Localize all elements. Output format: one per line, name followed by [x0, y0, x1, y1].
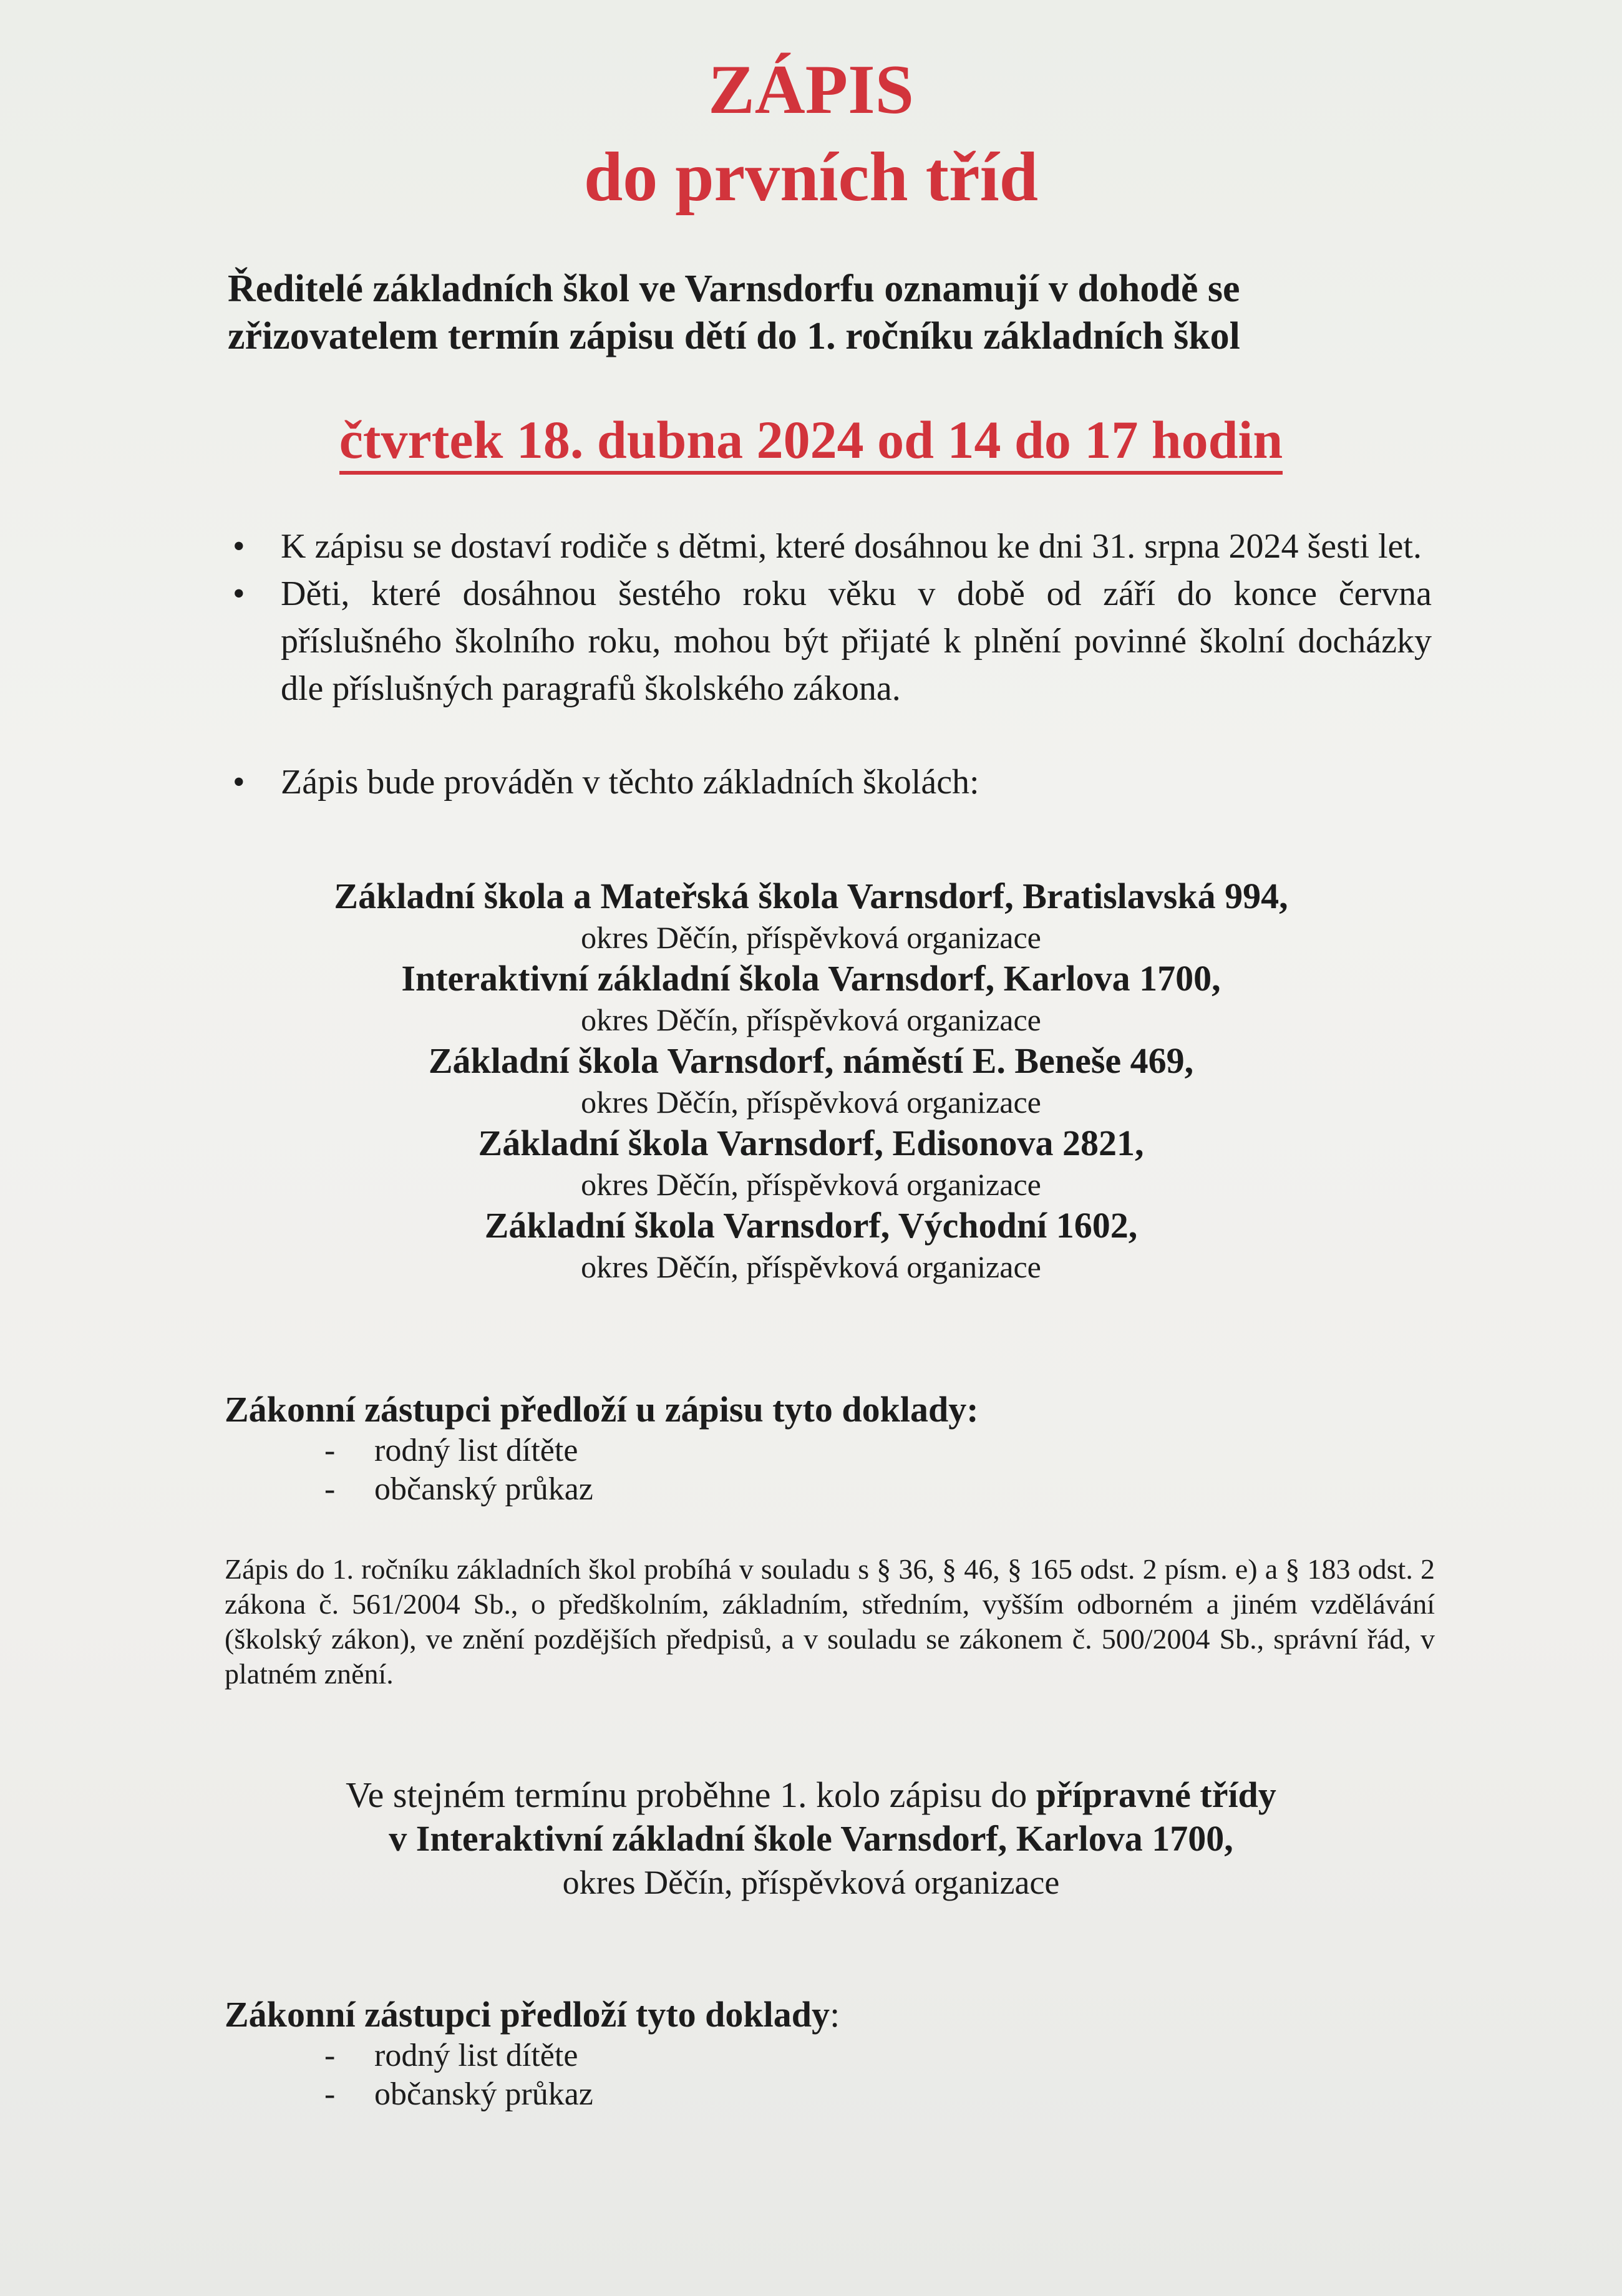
- prep-line-3: okres Děčín, příspěvková organizace: [562, 1864, 1060, 1901]
- school-district: okres Děčín, příspěvková organizace: [581, 920, 1041, 955]
- documents-list: [324, 1431, 593, 1509]
- document-label: občanský průkaz: [374, 2076, 593, 2112]
- documents-heading-2-text: Zákonní zástupci předloží tyto doklady: [225, 1994, 830, 2035]
- document-item: [324, 2037, 593, 2075]
- school-district: okres Děčín, příspěvková organizace: [581, 1002, 1041, 1037]
- bullet-text: K zápisu se dostaví rodiče s dětmi, které dosáhnou ke dni 31. srpna 2024 šesti let.: [281, 527, 1422, 566]
- school-name: Základní škola Varnsdorf, Edisonova 2821,: [478, 1123, 1144, 1163]
- prep-line-1-text: Ve stejném termínu proběhne 1. kolo zápisu do: [346, 1775, 1036, 1815]
- document-item: [324, 1431, 593, 1470]
- document-label: rodný list dítěte: [374, 1433, 578, 1468]
- date-banner: [0, 410, 1622, 475]
- bullet-icon: •: [233, 574, 245, 613]
- title-main: ZÁPIS: [708, 51, 914, 128]
- school-entry: [0, 1123, 1622, 1205]
- documents-list-2: [324, 2037, 593, 2114]
- dash-icon: -: [324, 1471, 336, 1507]
- dash-icon: -: [324, 2038, 336, 2073]
- school-entry: [0, 876, 1622, 958]
- title-subtitle: do prvních tříd: [583, 138, 1039, 216]
- bullet-icon: •: [233, 763, 245, 802]
- prep-line-1-bold: přípravné třídy: [1036, 1775, 1276, 1815]
- school-district: okres Děčín, příspěvková organizace: [581, 1249, 1041, 1284]
- school-entry: [0, 1205, 1622, 1287]
- bullet-text: Děti, které dosáhnou šestého roku věku v době od září do konce června příslušného školního roku, mohou být přijaté k plnění povinné školní docházky dle příslušných paragrafů školského zákona.: [281, 574, 1432, 708]
- document-item: [324, 1470, 593, 1509]
- intro-paragraph: Ředitelé základních škol ve Varnsdorfu oznamují v dohodě se zřizovatelem termín zápisu dětí do 1. ročníku základních škol: [228, 268, 1240, 357]
- bullet-list: [228, 523, 1432, 806]
- school-district: okres Děčín, příspěvková organizace: [581, 1167, 1041, 1202]
- dash-icon: -: [324, 1433, 336, 1468]
- bullet-icon: •: [233, 527, 245, 566]
- bullet-item: [228, 523, 1432, 570]
- documents-heading-2: [225, 1993, 840, 2037]
- school-list: [0, 876, 1622, 1287]
- school-name: Základní škola Varnsdorf, náměstí E. Beneše 469,: [428, 1040, 1194, 1081]
- legal-note: Zápis do 1. ročníku základních škol probíhá v souladu s § 36, § 46, § 165 odst. 2 písm. e) a § 183 odst. 2 zákona č. 561/2004 Sb., o předškolním, základním, středním, vyšším odborném a jiném vzdělávání (školský zákon), ve znění pozdějších předpisů, a v souladu se zákonem č. 500/2004 Sb., správní řád, v platném znění.: [225, 1553, 1435, 1690]
- bullet-text: Zápis bude prováděn v těchto základních školách:: [281, 763, 979, 802]
- school-name: Základní škola a Mateřská škola Varnsdorf, Bratislavská 994,: [334, 876, 1288, 916]
- school-entry: [0, 1040, 1622, 1123]
- documents-heading: Zákonní zástupci předloží u zápisu tyto doklady:: [225, 1389, 979, 1430]
- document-label: občanský průkaz: [374, 1471, 593, 1507]
- prep-line-2: [0, 1817, 1622, 1861]
- document-label: rodný list dítěte: [374, 2038, 578, 2073]
- school-entry: [0, 958, 1622, 1040]
- preparatory-class-notice: [0, 1773, 1622, 1904]
- bullet-item: [228, 570, 1432, 712]
- prep-school-name: v Interaktivní základní škole Varnsdorf, Karlova 1700,: [389, 1818, 1233, 1859]
- date-text: čtvrtek 18. dubna 2024 od 14 do 17 hodin: [339, 410, 1283, 475]
- dash-icon: -: [324, 2076, 336, 2112]
- school-district: okres Děčín, příspěvková organizace: [581, 1085, 1041, 1120]
- school-name: Základní škola Varnsdorf, Východní 1602,: [484, 1205, 1138, 1246]
- documents-heading-2-colon: :: [830, 1994, 840, 2035]
- document-item: [324, 2075, 593, 2114]
- bullet-item: [228, 758, 1432, 806]
- school-name: Interaktivní základní škola Varnsdorf, Karlova 1700,: [401, 958, 1221, 999]
- prep-line-1: [0, 1773, 1622, 1817]
